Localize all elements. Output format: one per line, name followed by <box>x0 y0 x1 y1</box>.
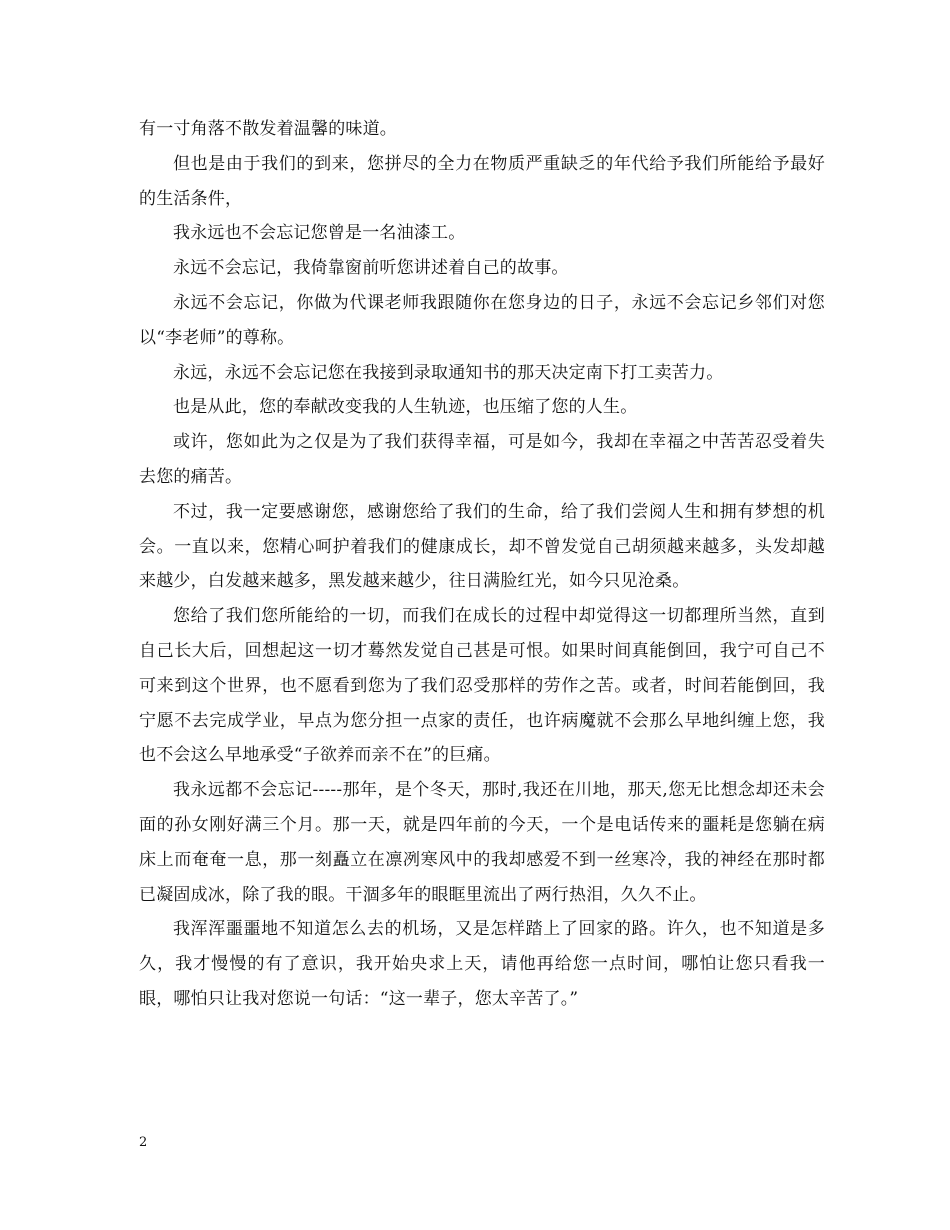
paragraph-10: 您给了我们您所能给的一切，而我们在成长的过程中却觉得这一切都理所当然，直到自己长大后，回想起这一切才蓦然发觉自己甚是可恨。如果时间真能倒回，我宁可自己不可来到这个世界，也不愿看到您为了我们忍受那样的劳作之苦。或者，时间若能倒回，我宁愿不去完成学业，早点为您分担一点家的责任，也许病魔就不会那么早地纠缠上您，我也不会这么早地承受“子欲养而亲不在”的巨痛。 <box>139 606 825 766</box>
paragraph-12: 我浑浑噩噩地不知道怎么去的机场，又是怎样踏上了回家的路。许久，也不知道是多久，我才慢慢的有了意识，我开始央求上天，请他再给您一点时间，哪怕让您只看我一眼，哪怕只让我对您说一句话：“这一辈子，您太辛苦了。” <box>139 919 825 1009</box>
document-body <box>139 112 825 1017</box>
paragraph-8: 或许，您如此为之仅是为了我们获得幸福，可是如今，我却在幸福之中苦苦忍受着失去您的痛苦。 <box>139 432 825 487</box>
paragraph-9: 不过，我一定要感谢您，感谢您给了我们的生命，给了我们尝阅人生和拥有梦想的机会。一直以来，您精心呵护着我们的健康成长，却不曾发觉自己胡须越来越多，头发却越来越少，白发越来越多，黑发越来越少，往日满脸红光，如今只见沧桑。 <box>139 501 825 592</box>
paragraph-11: 我永远都不会忘记-----那年，是个冬天，那时,我还在川地，那天,您无比想念却还未会面的孙女刚好满三个月。那一天，就是四年前的今天，一个是电话传来的噩耗是您躺在病床上而奄奄一息，那一刻矗立在凛冽寒风中的我却感爱不到一丝寒冷，我的神经在那时都已凝固成冰，除了我的眼。干涸多年的眼眶里流出了两行热泪，久久不止。 <box>139 780 825 905</box>
paragraph-1: 有一寸角落不散发着温馨的味道。 <box>139 119 397 139</box>
paragraph-4: 永远不会忘记，我倚靠窗前听您讲述着自己的故事。 <box>173 258 569 279</box>
paragraph-3: 我永远也不会忘记您曾是一名油漆工。 <box>173 223 466 244</box>
paragraph-2: 但也是由于我们的到来，您拼尽的全力在物质严重缺乏的年代给予我们所能给予最好的生活条件， <box>139 153 825 209</box>
paragraph-6: 永远，永远不会忘记您在我接到录取通知书的那天决定南下打工卖苦力。 <box>173 362 724 383</box>
paragraph-7: 也是从此，您的奉献改变我的人生轨迹，也压缩了您的人生。 <box>173 397 638 418</box>
page-number: 2 <box>139 1135 148 1150</box>
paragraph-5: 永远不会忘记，你做为代课老师我跟随你在您身边的日子，永远不会忘记乡邻们对您以“李老师”的尊称。 <box>139 292 825 348</box>
